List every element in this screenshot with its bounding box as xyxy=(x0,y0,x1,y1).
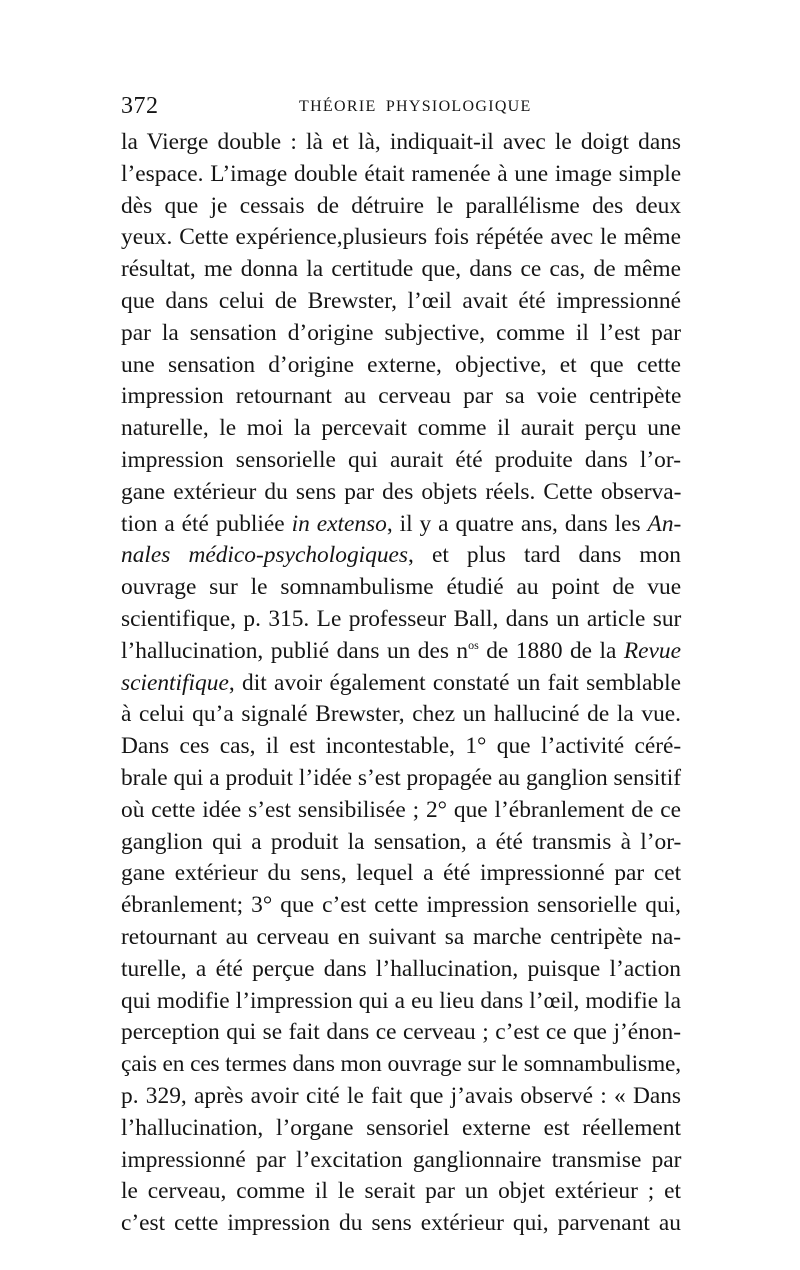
italic-text: Revue xyxy=(623,637,681,664)
text-line xyxy=(121,636,681,668)
text-line xyxy=(121,795,681,827)
text-segment: impression sensorielle qui aurait été produite dans l’or- xyxy=(121,446,681,473)
text-line xyxy=(121,763,681,795)
text-line xyxy=(121,572,681,604)
text-segment: l’hallucination, l’organe sensoriel externe est réellement xyxy=(121,1114,681,1141)
text-line xyxy=(121,1145,681,1177)
text-segment: impression retournant au cerveau par sa voie centripète xyxy=(121,383,682,410)
text-segment: perception qui se fait dans ce cerveau ; c’est ce que j’énon- xyxy=(121,1019,681,1046)
text-segment: ouvrage sur le somnambulisme étudié au point de vue xyxy=(121,574,682,601)
text-line xyxy=(121,604,681,636)
text-line xyxy=(121,477,681,509)
text-segment: retournant au cerveau en suivant sa marche centripète na- xyxy=(121,923,681,950)
text-line xyxy=(121,922,681,954)
text-line xyxy=(121,127,681,159)
text-line xyxy=(121,1208,681,1240)
italic-text: scientifique xyxy=(121,669,229,696)
italic-text: nales médico-psychologiques xyxy=(121,542,409,569)
text-line xyxy=(121,222,681,254)
text-line xyxy=(121,413,681,445)
text-segment: gane extérieur du sens, lequel a été impressionné par cet xyxy=(121,860,682,887)
italic-text: An- xyxy=(647,510,682,537)
text-line xyxy=(121,191,681,223)
text-line xyxy=(121,890,681,922)
text-segment: ébranlement; 3° que c’est cette impression sensorielle qui, xyxy=(121,892,681,919)
text-segment: résultat, me donna la certitude que, dans ce cas, de même xyxy=(121,256,681,283)
text-line xyxy=(121,827,681,859)
text-segment: brale qui a produit l’idée s’est propagée au ganglion sensitif xyxy=(121,764,681,791)
text-segment: Dans ces cas, il est incontestable, 1° que l’activité céré- xyxy=(121,733,682,760)
text-segment: ganglion qui a produit la sensation, a été transmis à l’or- xyxy=(121,828,682,855)
text-segment: , il y a quatre ans, dans les xyxy=(386,510,648,537)
text-segment: , et plus tard dans mon xyxy=(408,542,681,569)
text-line xyxy=(121,954,681,986)
text-segment: à celui qu’a signalé Brewster, chez un halluciné de la vue. xyxy=(121,701,682,728)
text-line xyxy=(121,445,681,477)
text-segment: la Vierge double : là et là, indiquait-il avec le doigt dans xyxy=(121,129,681,155)
text-segment: impressionné par l’excitation ganglionnaire transmise par xyxy=(121,1146,682,1173)
body-text xyxy=(121,127,681,1240)
italic-text: in extenso xyxy=(291,510,387,537)
text-segment: le cerveau, comme il le serait par un objet extérieur ; et xyxy=(121,1178,681,1205)
superscript-text: os xyxy=(468,637,479,652)
text-line xyxy=(121,509,681,541)
text-line xyxy=(121,286,681,318)
text-segment: naturelle, le moi la percevait comme il aurait perçu une xyxy=(121,415,681,442)
text-line xyxy=(121,254,681,286)
text-segment: turelle, a été perçue dans l’hallucination, puisque l’action xyxy=(121,955,681,982)
text-segment: l’hallucination, publié dans un des n xyxy=(121,637,469,664)
text-segment: c’est cette impression du sens extérieur qui, parvenant au xyxy=(121,1210,681,1237)
text-line xyxy=(121,318,681,350)
text-segment: par la sensation d’origine subjective, comme il l’est par xyxy=(121,319,682,346)
text-segment: qui modifie l’impression qui a eu lieu dans l’œil, modifie la xyxy=(121,987,682,1014)
text-segment: p. 329, après avoir cité le fait que j’avais observé : « Dans xyxy=(121,1082,682,1109)
text-line xyxy=(121,731,681,763)
text-line xyxy=(121,1176,681,1208)
text-segment: où cette idée s’est sensibilisée ; 2° que l’ébranlement de ce xyxy=(121,796,681,823)
text-line xyxy=(121,858,681,890)
text-line xyxy=(121,1017,681,1049)
text-line xyxy=(121,1081,681,1113)
page-number: 372 xyxy=(121,93,159,119)
running-title: THÉORIE PHYSIOLOGIQUE xyxy=(299,98,532,115)
text-segment: , dit avoir également constaté un fait semblable xyxy=(228,669,681,696)
text-line xyxy=(121,1049,681,1081)
text-line xyxy=(121,540,681,572)
text-line xyxy=(121,699,681,731)
text-segment: de 1880 de la xyxy=(478,637,624,664)
text-segment: scientifique, p. 315. Le professeur Ball, dans un article sur xyxy=(121,605,682,632)
text-segment: yeux. Cette expérience,plusieurs fois répétée avec le même xyxy=(121,224,681,251)
text-segment: tion a été publiée xyxy=(121,510,292,537)
text-segment: çais en ces termes dans mon ouvrage sur le somnambulisme, xyxy=(121,1051,681,1078)
running-head xyxy=(121,88,681,124)
text-line xyxy=(121,350,681,382)
text-line xyxy=(121,668,681,700)
text-segment: dès que je cessais de détruire le parallélisme des deux xyxy=(121,192,682,219)
text-segment: gane extérieur du sens par des objets réels. Cette observa- xyxy=(121,478,682,505)
text-line xyxy=(121,1113,681,1145)
text-line xyxy=(121,159,681,191)
text-line xyxy=(121,986,681,1018)
text-segment: l’espace. L’image double était ramenée à une image simple xyxy=(121,160,682,187)
text-segment: que dans celui de Brewster, l’œil avait été impressionné xyxy=(121,287,681,314)
text-segment: une sensation d’origine externe, objective, et que cette xyxy=(121,351,681,378)
text-line xyxy=(121,381,681,413)
